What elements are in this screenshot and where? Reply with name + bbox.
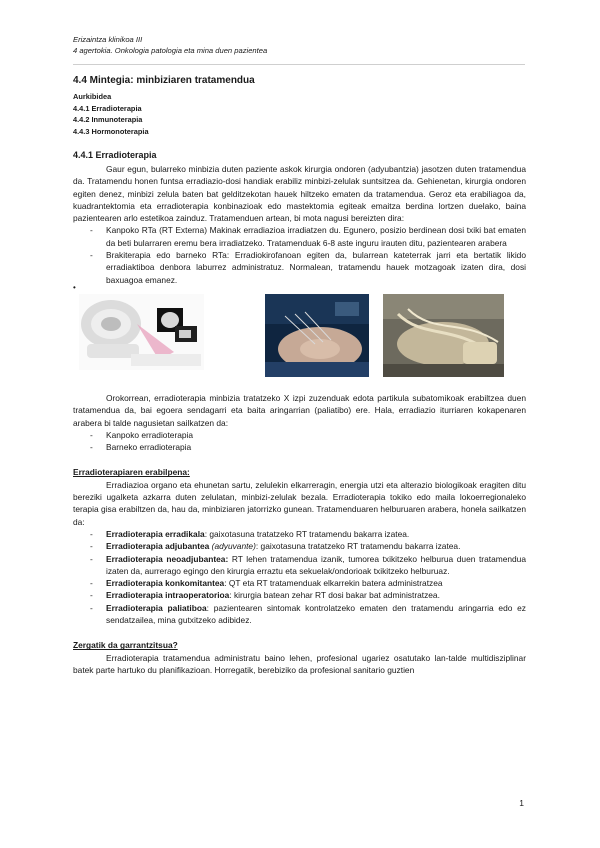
stray-bullet: • xyxy=(73,282,76,292)
usage-types-list xyxy=(73,528,526,626)
radiotherapy-types-list xyxy=(73,224,526,285)
intro-paragraph: Gaur egun, bularreko minbizia duten paziente askok kirurgia ondoren (adyubantzia) jasotzen duten tratamendua da. Tratamendu honen funtsa erradiazio-dosi handiak erabiliz minbizi-zelulak suntsitzea da. Gehienetan, kirurgia ondoren egiten denez, minbizi zelula baten bat gelditzekotan hauek hiltzeko ematen da tratamendua. Geroz eta erabiliagoa da, kuadrantektomia eta erradioterapia konbinazioak edo mastektomia egiteak emaitza berdina lortzen duelako, baina pazientearen arlo estetikoa zainduz. Tratamenduen artean, bi mota nagusi bereizten dira: xyxy=(73,164,526,224)
list-item: - Erradioterapia erradikala: gaixotasuna tratatzeko RT tratamendu bakarra izatea. xyxy=(73,528,526,540)
list-item: - Erradioterapia intraoperatorioa: kirurgia batean zehar RT dosi bakar bat administratzea. xyxy=(73,589,526,601)
toc-heading: Aurkibidea xyxy=(73,92,112,101)
usage-heading: Erradioterapiaren erabilpena: xyxy=(73,467,190,478)
list-item: - Brakiterapia edo barneko RTa: Erradiokirofanoan egiten da, bularrean kateterrak jarri eta bertatik likido erradiaktiboa denbora laburrez administratuz. Normalean, tratamendu hauek motzagoak izaten dira, dosi baxuagoa emanez. xyxy=(73,249,526,286)
header-course: Erizaintza klinikoa III xyxy=(73,35,143,44)
list-item: - Erradioterapia neoadjubantea: RT lehen tratamendua izanik, tumorea txikitzeko helburua duen tratamendua izaten da, aurrerago egingo den kirurgia erraztu eta sekuelak/ondorioak txikitzeko helburuaz. xyxy=(73,553,526,578)
section-heading: 4.4.1 Erradioterapia xyxy=(73,150,157,160)
header-divider xyxy=(73,64,525,65)
importance-paragraph: Erradioterapia tratamendua administratu baino lehen, profesional ugariez osatutako lan-talde multidisziplinar batek parte hartuko du planifikazioan. Horregatik, berebiziko da profesional sanitario guztien xyxy=(73,652,526,675)
list-item: - Erradioterapia paliatiboa: pazientearen sintomak kontrolatzeko ematen den tratamendu aringarria edo ez sendatzailea, mina gutxitzeko adibidez. xyxy=(73,602,526,627)
image-row xyxy=(73,294,526,384)
external-radiotherapy-machine-image xyxy=(79,294,204,370)
source-groups-list xyxy=(73,429,526,454)
list-item: - Erradioterapia konkomitantea: QT eta RT tratamenduak elkarrekin batera administratzea xyxy=(73,577,526,589)
toc-item-inmunoterapia: 4.4.2 Inmunoterapia xyxy=(73,115,143,124)
header-scenario: 4 agertokia. Onkologia patologia eta mina duen pazientea xyxy=(73,46,268,55)
list-item: - Kanpoko erradioterapia xyxy=(73,429,526,441)
importance-heading: Zergatik da garrantzitsua? xyxy=(73,640,178,651)
brachytherapy-procedure-image xyxy=(265,294,369,377)
running-header xyxy=(73,34,533,56)
toc-item-erradioterapia: 4.4.1 Erradioterapia xyxy=(73,103,142,113)
table-of-contents xyxy=(73,91,526,137)
page-number: 1 xyxy=(519,798,524,808)
overview-paragraph: Orokorrean, erradioterapia minbizia tratatzeko X izpi zuzenduak edota partikula subatomikoak erabiltzea duen tratamendua da, bai egoera sendagarri eta baita aringarrian (paliatibo) ere. Hala, erradiazio iturriaren kokapenaren arabera bi talde nagusietan sailkatzen da: xyxy=(73,392,526,428)
list-item: - Barneko erradioterapia xyxy=(73,441,526,453)
toc-item-hormonoterapia: 4.4.3 Hormonoterapia xyxy=(73,126,149,136)
list-item: - Kanpoko RTa (RT Externa) Makinak erradiazioa irradiatzen du. Egunero, posizio berdinean dosi txiki bat ematen da beti bularraren eremu bera irradiatzeko. Tratamenduak 6-8 aste inguru irauten ditu, pazientearen arabera xyxy=(73,224,526,249)
page-title: 4.4 Mintegia: minbiziaren tratamendua xyxy=(73,75,255,86)
list-item: - Erradioterapia adjubantea (adyuvante): gaixotasuna tratatzeko RT tratamendu bakarra izatea. xyxy=(73,540,526,552)
main-content xyxy=(73,74,526,676)
usage-paragraph: Erradiazioa organo eta ehunetan sartu, zelulekin elkarreragin, energia utzi eta alterazio biologikoak eragiten ditu bereziki ugalketa azkarra duten zelulatan, minbizi-zelulak bezala. Erradioterapia tokiko edo maila lokoerregionaleko terapia gisa erabiltzen da, hau da, minbiziaren jatorrizko gunean. Tratamenduaren helburuaren arabera, honela sailkatzen da: xyxy=(73,479,526,527)
surgical-catheter-image xyxy=(383,294,504,377)
